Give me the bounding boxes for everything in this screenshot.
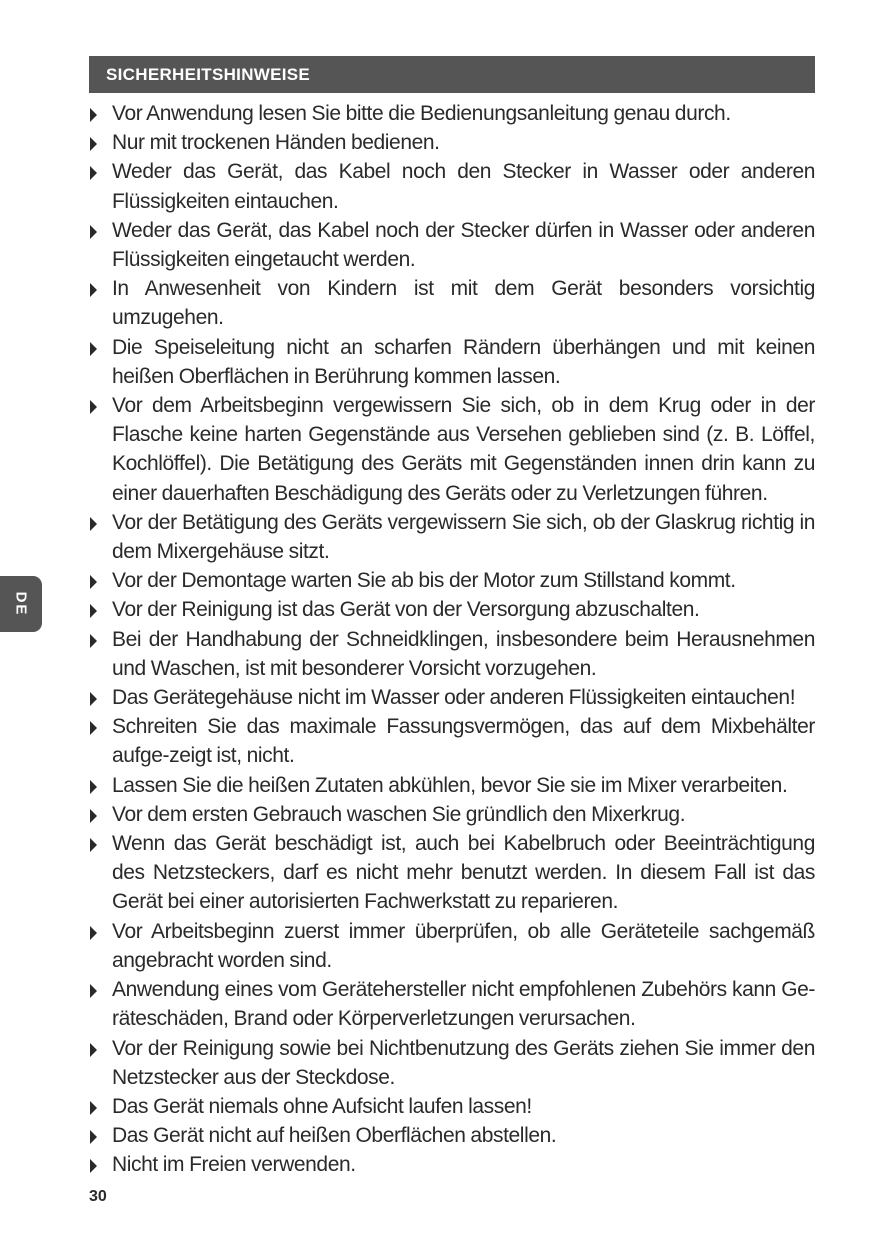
section-title: SICHERHEITSHINWEISE: [106, 64, 311, 84]
instruction-item: [89, 1150, 815, 1179]
instruction-text: Vor Arbeitsbeginn zuerst immer überprüfen, ob alle Geräteteile sachgemäß angebracht worden sind.: [112, 919, 815, 972]
triangle-bullet-icon: [90, 809, 97, 823]
triangle-bullet-icon: [90, 517, 97, 531]
page-number: 30: [89, 1188, 107, 1205]
instruction-text: Vor der Betätigung des Geräts vergewissern Sie sich, ob der Glaskrug richtig in dem Mixergehäuse sitzt.: [112, 510, 815, 564]
instruction-item: [89, 99, 815, 128]
safety-instructions-list: [89, 99, 815, 1180]
instruction-item: [89, 771, 815, 800]
instruction-text: Das Gerätegehäuse nicht im Wasser oder anderen Flüssigkeiten eintauchen!: [112, 686, 796, 710]
instruction-text: Die Speiseleitung nicht an scharfen Rändern überhängen und mit keinen heißen Oberflächen in Berührung kommen lassen.: [112, 335, 815, 388]
instruction-item: [89, 333, 815, 391]
triangle-bullet-icon: [90, 780, 97, 794]
triangle-bullet-icon: [90, 604, 97, 618]
instruction-text: Vor dem Arbeitsbeginn vergewissern Sie sich, ob in dem Krug oder in der Flasche keine harten Gegenstände aus Versehen geblieben sind (z. B. Löffel, Kochlöffel). Die Betätigung des Geräts mit Gegenständen innen drin kann zu einer dauerhaften Beschädigung des Geräts oder zu Verletzungen führen.: [112, 394, 815, 505]
language-tab: [0, 576, 42, 632]
triangle-bullet-icon: [90, 634, 97, 648]
instruction-text: Bei der Handhabung der Schneidklingen, insbesondere beim Herausnehmen und Waschen, ist mit besonderer Vorsicht vorzugehen.: [112, 627, 815, 680]
instruction-text: Das Gerät niemals ohne Aufsicht laufen lassen!: [112, 1094, 532, 1118]
instruction-text: Wenn das Gerät beschädigt ist, auch bei Kabelbruch oder Beeinträchtigung des Netzsteckers, darf es nicht mehr benutzt werden. In diesem Fall ist das Gerät bei einer autorisierten Fachwerkstatt zu reparieren.: [112, 832, 815, 914]
triangle-bullet-icon: [90, 1101, 97, 1115]
instruction-item: [89, 216, 815, 274]
triangle-bullet-icon: [90, 838, 97, 852]
instruction-text: Weder das Gerät, das Kabel noch der Stecker dürfen in Wasser oder anderen Flüssigkeiten eingetaucht werden.: [112, 218, 815, 272]
triangle-bullet-icon: [90, 400, 97, 414]
instruction-item: [89, 1092, 815, 1121]
triangle-bullet-icon: [90, 166, 97, 180]
instruction-item: [89, 800, 815, 829]
triangle-bullet-icon: [90, 1043, 97, 1057]
instruction-item: [89, 391, 815, 508]
triangle-bullet-icon: [90, 1130, 97, 1144]
triangle-bullet-icon: [90, 225, 97, 239]
instruction-item: [89, 566, 815, 595]
instruction-text: Vor der Demontage warten Sie ab bis der Motor zum Stillstand kommt.: [112, 569, 736, 593]
triangle-bullet-icon: [90, 283, 97, 297]
instruction-item: [89, 712, 815, 770]
triangle-bullet-icon: [90, 926, 97, 940]
language-label: DE: [12, 591, 30, 617]
instruction-text: Anwendung eines vom Gerätehersteller nicht empfohlenen Zubehörs kann Ge-räteschäden, Brand oder Körperverletzungen verursachen.: [112, 978, 815, 1031]
instruction-item: [89, 157, 815, 215]
instruction-item: [89, 595, 815, 624]
instruction-item: [89, 917, 815, 975]
instruction-text: Weder das Gerät, das Kabel noch den Stecker in Wasser oder anderen Flüssigkeiten eintauchen.: [112, 160, 815, 213]
instruction-text: Schreiten Sie das maximale Fassungsvermögen, das auf dem Mixbehälter aufge-zeigt ist, nicht.: [112, 715, 815, 768]
instruction-item: [89, 625, 815, 683]
instruction-item: [89, 508, 815, 566]
instruction-item: [89, 1034, 815, 1092]
triangle-bullet-icon: [90, 984, 97, 998]
triangle-bullet-icon: [90, 692, 97, 706]
instruction-item: [89, 683, 815, 712]
section-header: [89, 56, 815, 93]
instruction-item: [89, 975, 815, 1033]
instruction-text: Vor Anwendung lesen Sie bitte die Bedienungsanleitung genau durch.: [112, 102, 731, 125]
instruction-text: Das Gerät nicht auf heißen Oberflächen abstellen.: [112, 1124, 557, 1148]
triangle-bullet-icon: [90, 575, 97, 589]
instruction-text: In Anwesenheit von Kindern ist mit dem Gerät besonders vorsichtig umzugehen.: [112, 277, 815, 330]
instruction-item: [89, 829, 815, 917]
instruction-text: Lassen Sie die heißen Zutaten abkühlen, bevor Sie sie im Mixer verarbeiten.: [112, 773, 788, 797]
instruction-item: [89, 274, 815, 332]
instruction-item: [89, 1121, 815, 1150]
instruction-text: Vor der Reinigung ist das Gerät von der Versorgung abzuschalten.: [112, 598, 700, 622]
triangle-bullet-icon: [90, 721, 97, 735]
instruction-text: Vor dem ersten Gebrauch waschen Sie gründlich den Mixerkrug.: [112, 802, 686, 826]
instruction-text: Vor der Reinigung sowie bei Nichtbenutzung des Geräts ziehen Sie immer den Netzstecker aus der Steckdose.: [112, 1036, 815, 1089]
instruction-text: Nicht im Freien verwenden.: [112, 1153, 356, 1177]
triangle-bullet-icon: [90, 137, 97, 151]
triangle-bullet-icon: [90, 108, 97, 122]
triangle-bullet-icon: [90, 1159, 97, 1173]
instruction-item: [89, 128, 815, 157]
instruction-text: Nur mit trockenen Händen bedienen.: [112, 131, 440, 155]
triangle-bullet-icon: [90, 342, 97, 356]
